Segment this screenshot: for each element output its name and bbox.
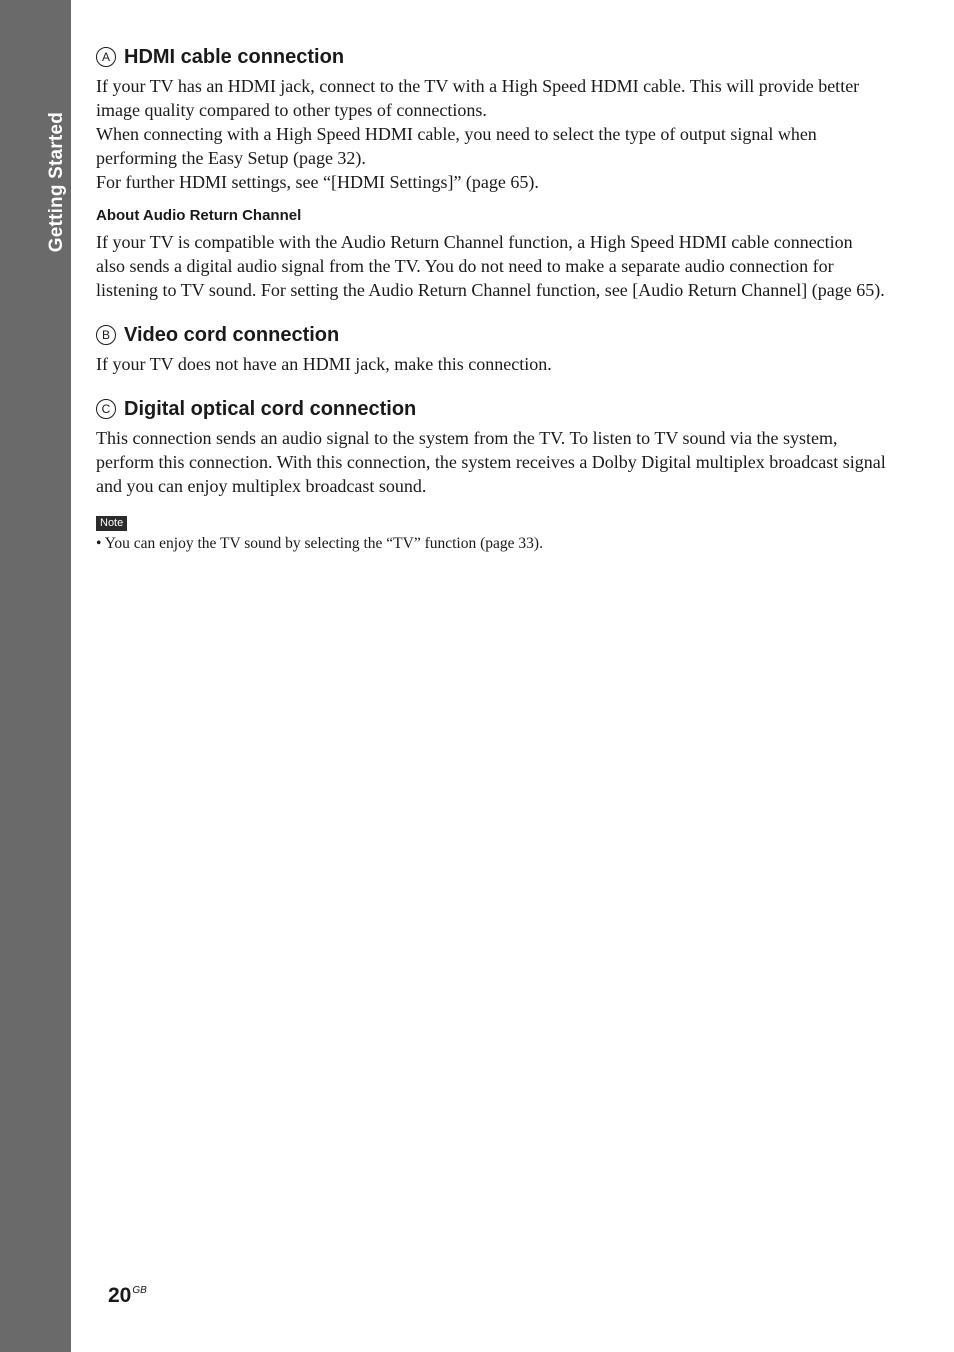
note-item: • You can enjoy the TV sound by selecting the “TV” function (page 33).	[96, 535, 543, 552]
side-tab	[0, 0, 71, 1352]
section-title: Digital optical cord connection	[124, 398, 417, 420]
circle-letter-b-icon: B	[96, 325, 116, 345]
paragraph: If your TV is compatible with the Audio Return Channel function, a High Speed HDMI cable connection also sends a digital audio signal from the TV. You do not need to make a separate audio connection for listening to TV sound. For setting the Audio Return Channel function, see [Audio Return Channel] (page 65).	[96, 232, 885, 300]
page-number	[108, 1284, 147, 1308]
section-title: Video cord connection	[124, 324, 340, 346]
note-block	[96, 498, 886, 554]
side-tab-label: Getting Started	[46, 112, 67, 253]
page-number-value: 20	[108, 1284, 132, 1307]
section-optical	[96, 396, 886, 498]
circle-letter-c-icon: C	[96, 399, 116, 419]
subheading-audio-return-channel: About Audio Return Channel	[96, 207, 302, 224]
paragraph: When connecting with a High Speed HDMI cable, you need to select the type of output signal when performing the Easy Setup (page 32).	[96, 124, 817, 168]
note-badge: Note	[96, 516, 127, 531]
section-heading-optical	[96, 396, 886, 422]
section-heading-hdmi	[96, 44, 886, 70]
paragraph: If your TV does not have an HDMI jack, make this connection.	[96, 354, 552, 374]
section-heading-video	[96, 322, 886, 348]
page-suffix: GB	[132, 1285, 147, 1296]
paragraph: For further HDMI settings, see “[HDMI Settings]” (page 65).	[96, 172, 539, 192]
page-content	[96, 44, 886, 554]
section-title: HDMI cable connection	[124, 46, 345, 68]
paragraph: This connection sends an audio signal to the system from the TV. To listen to TV sound via the system, perform this connection. With this connection, the system receives a Dolby Digital multiplex broadcast signal and you can enjoy multiplex broadcast sound.	[96, 428, 886, 496]
circle-letter-a-icon: A	[96, 47, 116, 67]
section-video	[96, 322, 886, 376]
paragraph: If your TV has an HDMI jack, connect to the TV with a High Speed HDMI cable. This will provide better image quality compared to other types of connections.	[96, 76, 860, 120]
section-hdmi	[96, 44, 886, 302]
